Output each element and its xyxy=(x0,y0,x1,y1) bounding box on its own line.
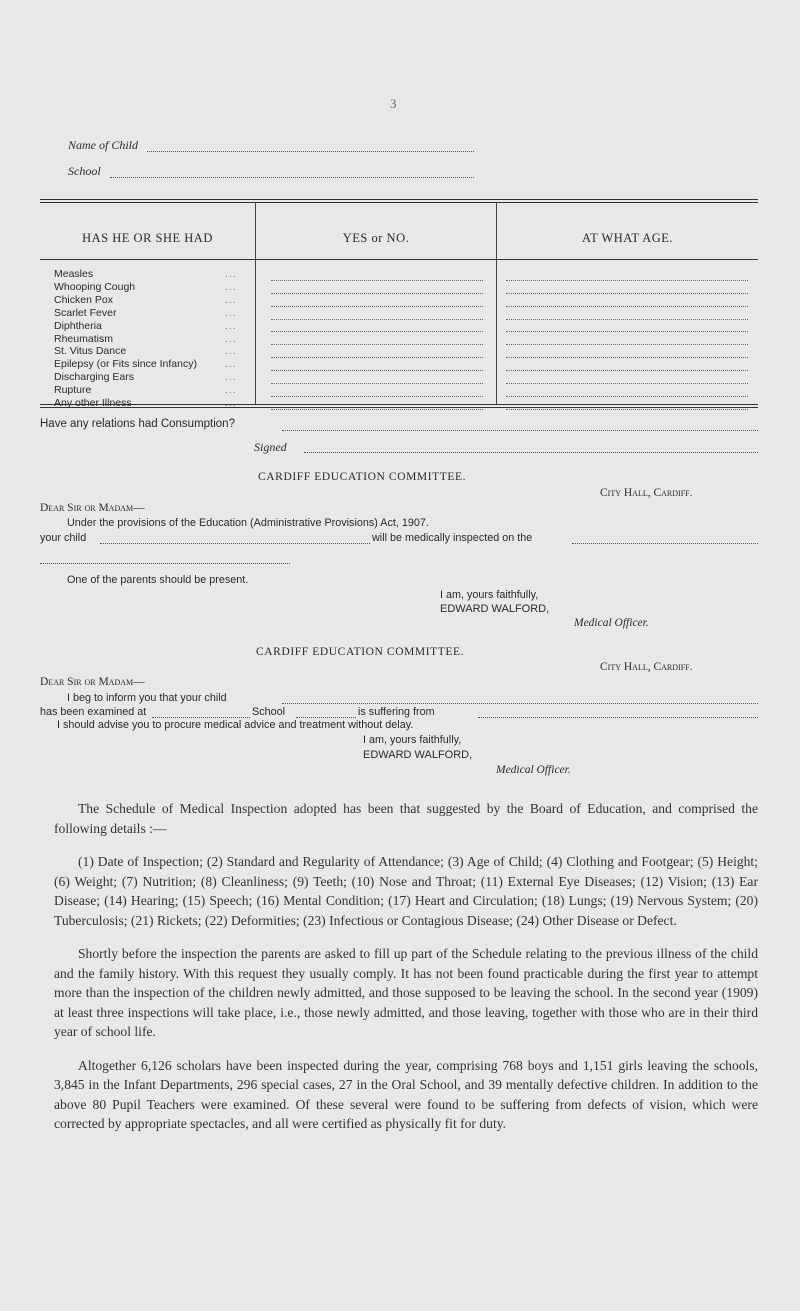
letter2-closing: I am, yours faithfully, xyxy=(363,734,462,746)
illness-item: Whooping Cough xyxy=(54,280,136,293)
body-text xyxy=(54,799,758,1134)
letter1-your-child: your child xyxy=(40,532,87,544)
letter2-title: Medical Officer. xyxy=(496,764,571,776)
illness-item: St. Vitus Dance xyxy=(54,345,127,358)
letter1-inspected-on: will be medically inspected on the xyxy=(372,532,533,544)
letter1-signer: EDWARD WALFORD, xyxy=(440,603,550,615)
letter2-examined-at: has been examined at xyxy=(40,706,147,718)
letter2-committee: CARDIFF EDUCATION COMMITTEE. xyxy=(256,646,465,658)
letter2-child-field[interactable] xyxy=(282,703,758,704)
letter1-child-field[interactable] xyxy=(100,543,370,544)
school-label: School xyxy=(68,164,101,178)
illness-item: Epilepsy (or Fits since Infancy) xyxy=(54,358,197,371)
paragraph-schedule-details: (1) Date of Inspection; (2) Standard and Regularity of Attendance; (3) Age of Child; (4) Clothing and Footgear; (5) Height; (6) Weight; (7) Nutrition; (8) Cleanliness; (9) Teeth; (10) Nose and Throat; (11) External Eye Diseases; (12) Vision; (13) Ear Disease; (14) Hearing; (15) Speech; (16) Mental Condition; (17) Heart and Circulation; (18) Lungs; (19) Nervous System; (20) Tuberculosis; (21) Rickets; (22) Deformities; (23) Infectious or Contagious Disease; (24) Other Disease or Defect. xyxy=(54,854,758,928)
illness-item: Any other Illness xyxy=(54,397,132,410)
paragraph-totals: Altogether 6,126 scholars have been inspected during the year, comprising 768 boys and 1,151 girls leaving the schools, 3,845 in the Infant Departments, 296 special cases, 27 in the Oral School, and 39 mentally defective children. In addition to the above 80 Pupil Teachers were examined. Of these several were found to be suffering from defects of vision, which were corrected by appropriate spectacles, and all were certified as physically fit for duty. xyxy=(54,1057,758,1131)
letter1-note: One of the parents should be present. xyxy=(67,574,249,586)
yes-no-answer-column[interactable] xyxy=(271,268,483,410)
illness-item: Chicken Pox xyxy=(54,293,113,306)
illness-item: Rupture xyxy=(54,384,92,397)
table-top-rule xyxy=(40,199,758,200)
paragraph-schedule-intro: The Schedule of Medical Inspection adopted has been that suggested by the Board of Education, and comprised the following details :— xyxy=(54,801,758,836)
letter1-title: Medical Officer. xyxy=(574,617,649,629)
letter2-school-field[interactable] xyxy=(152,717,250,718)
consumption-question: Have any relations had Consumption? xyxy=(40,418,235,430)
letter1-date-field[interactable] xyxy=(572,543,758,544)
signed-label: Signed xyxy=(254,440,287,454)
illness-item: Diphtheria xyxy=(54,319,102,332)
letter2-school-word: School xyxy=(252,706,286,718)
letter2-salutation: Dear Sir or Madam— xyxy=(40,676,145,688)
illness-item: Scarlet Fever xyxy=(54,306,117,319)
table-header-rule xyxy=(40,259,758,260)
illness-item: Discharging Ears xyxy=(54,371,134,384)
paragraph-procedure: Shortly before the inspection the parents are asked to fill up part of the Schedule relating to the previous illness of the child and the family history. With this request they usually comply. It has not been found practicable during the first year to attempt more than the inspection of the children newly admitted, and those supposed to be leaving the school. In the second year (1909) at least three inspections will take place, i.e., those newly admitted, and those leaving, together with those who are in their third year of school life. xyxy=(54,946,758,1039)
signature-field[interactable] xyxy=(304,452,758,453)
letter1-line1: Under the provisions of the Education (Administrative Provisions) Act, 1907. xyxy=(67,517,429,529)
page-number: 3 xyxy=(390,96,397,111)
letter2-suffering-from: is suffering from xyxy=(358,706,435,718)
letter1-salutation: Dear Sir or Madam— xyxy=(40,502,145,514)
column-header-illness: HAS HE OR SHE HAD xyxy=(82,231,213,245)
illness-list xyxy=(54,268,254,410)
illness-item: Measles xyxy=(54,268,94,280)
letter2-signer: EDWARD WALFORD, xyxy=(363,749,473,761)
age-answer-column[interactable] xyxy=(506,268,748,410)
letter2-condition-field[interactable] xyxy=(478,717,758,718)
letter2-address: City Hall, Cardiff. xyxy=(600,661,693,673)
letter2-line3: I should advise you to procure medical advice and treatment without delay. xyxy=(57,719,414,731)
column-header-age: AT WHAT AGE. xyxy=(581,231,674,245)
letter1-date-field-2[interactable] xyxy=(40,563,290,564)
name-of-child-label: Name of Child xyxy=(68,138,139,152)
school-field[interactable] xyxy=(110,177,474,178)
letter2-line1: I beg to inform you that your child xyxy=(67,692,227,704)
letter1-committee: CARDIFF EDUCATION COMMITTEE. xyxy=(258,471,467,483)
illness-item: Rheumatism xyxy=(54,332,113,345)
table-top-rule-2 xyxy=(40,202,758,203)
illness-leaders: ... ... ... ... ... ... ... ... ... ... ... xyxy=(225,268,237,410)
letter1-closing: I am, yours faithfully, xyxy=(440,589,539,601)
letter2-school-field-2[interactable] xyxy=(296,717,356,718)
consumption-answer-field[interactable] xyxy=(282,430,758,431)
name-of-child-field[interactable] xyxy=(147,151,474,152)
column-header-yes-no: YES or NO. xyxy=(342,231,410,245)
letter1-address: City Hall, Cardiff. xyxy=(600,487,693,499)
